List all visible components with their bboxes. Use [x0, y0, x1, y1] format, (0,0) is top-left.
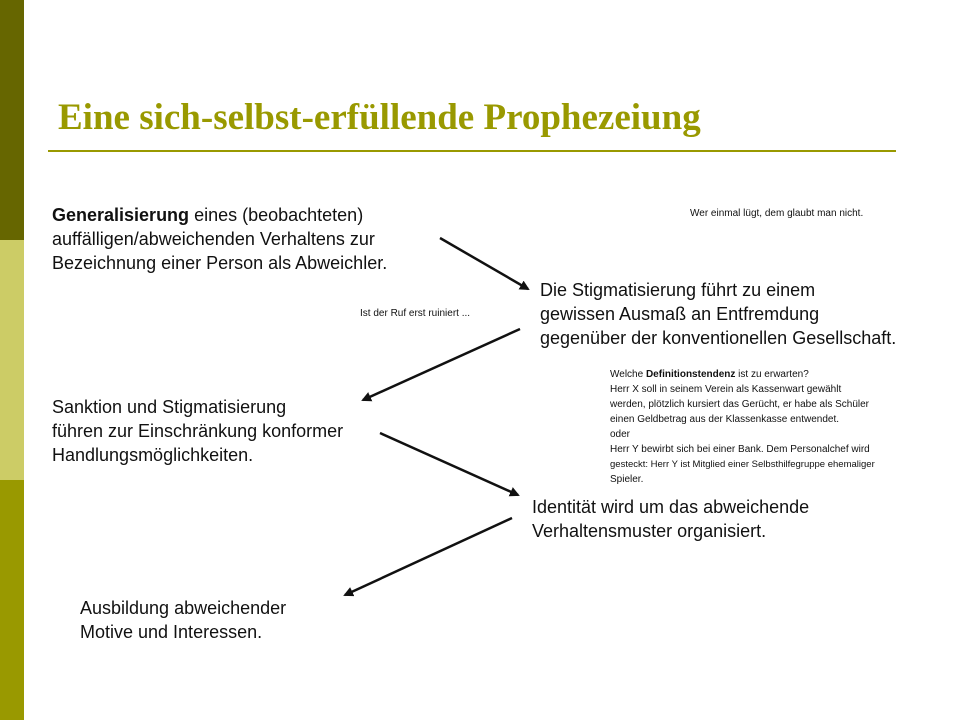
arrow-step3-to-step4: [380, 433, 518, 495]
step-generalization-line2: auffälligen/abweichenden Verhaltens zur: [52, 229, 375, 249]
note-example-line1: Herr X soll in seinem Verein als Kassenwart gewählt: [610, 384, 842, 395]
step-identity-line2: Verhaltensmuster organisiert.: [532, 521, 767, 541]
step-generalization-keyword: Generalisierung: [52, 205, 190, 225]
step-generalization-line3: Bezeichnung einer Person als Abweichler.: [52, 253, 388, 273]
arrow-step4-to-step5: [345, 518, 512, 595]
slide-title: Eine sich-selbst-erfüllende Prophezeiung: [58, 97, 701, 138]
step-motives-line1: Ausbildung abweichender: [80, 598, 287, 618]
step-identity-line1: Identität wird um das abweichende: [532, 497, 810, 517]
arrow-step2-to-step3: [363, 329, 520, 400]
note-example-keyword: Definitionstendenz: [645, 369, 736, 380]
note-example-line6: gesteckt: Herr Y ist Mitglied einer Selbsthilfegruppe ehemaliger: [610, 459, 875, 470]
step-stigmatization-line1: Die Stigmatisierung führt zu einem: [540, 280, 816, 300]
step-stigmatization-line3: gegenüber der konventionellen Gesellschaft.: [540, 328, 897, 348]
step-generalization-line1: eines (beobachteten): [189, 205, 364, 225]
note-example-line3: einen Geldbetrag aus der Klassenkasse entwendet.: [610, 414, 840, 425]
step-motives-line2: Motive und Interessen.: [80, 622, 263, 642]
note-saying: Wer einmal lügt, dem glaubt man nicht.: [690, 208, 864, 219]
note-example-q-prefix: Welche: [610, 369, 646, 380]
note-example-line4: oder: [610, 429, 631, 440]
step-sanction-line2: führen zur Einschränkung konformer: [52, 421, 344, 441]
note-example-line5: Herr Y bewirbt sich bei einer Bank. Dem Personalchef wird: [610, 444, 870, 455]
note-example-line2: werden, plötzlich kursiert das Gerücht, er habe als Schüler: [610, 399, 870, 410]
note-example-line7: Spieler.: [610, 474, 644, 485]
arrow-step1-to-step2: [440, 238, 528, 289]
step-sanction-line3: Handlungsmöglichkeiten.: [52, 445, 254, 465]
note-reputation: Ist der Ruf erst ruiniert ...: [360, 308, 471, 319]
step-stigmatization-line2: gewissen Ausmaß an Entfremdung: [540, 304, 820, 324]
step-sanction-line1: Sanktion und Stigmatisierung: [52, 397, 287, 417]
note-example-q-suffix: ist zu erwarten?: [735, 369, 809, 380]
